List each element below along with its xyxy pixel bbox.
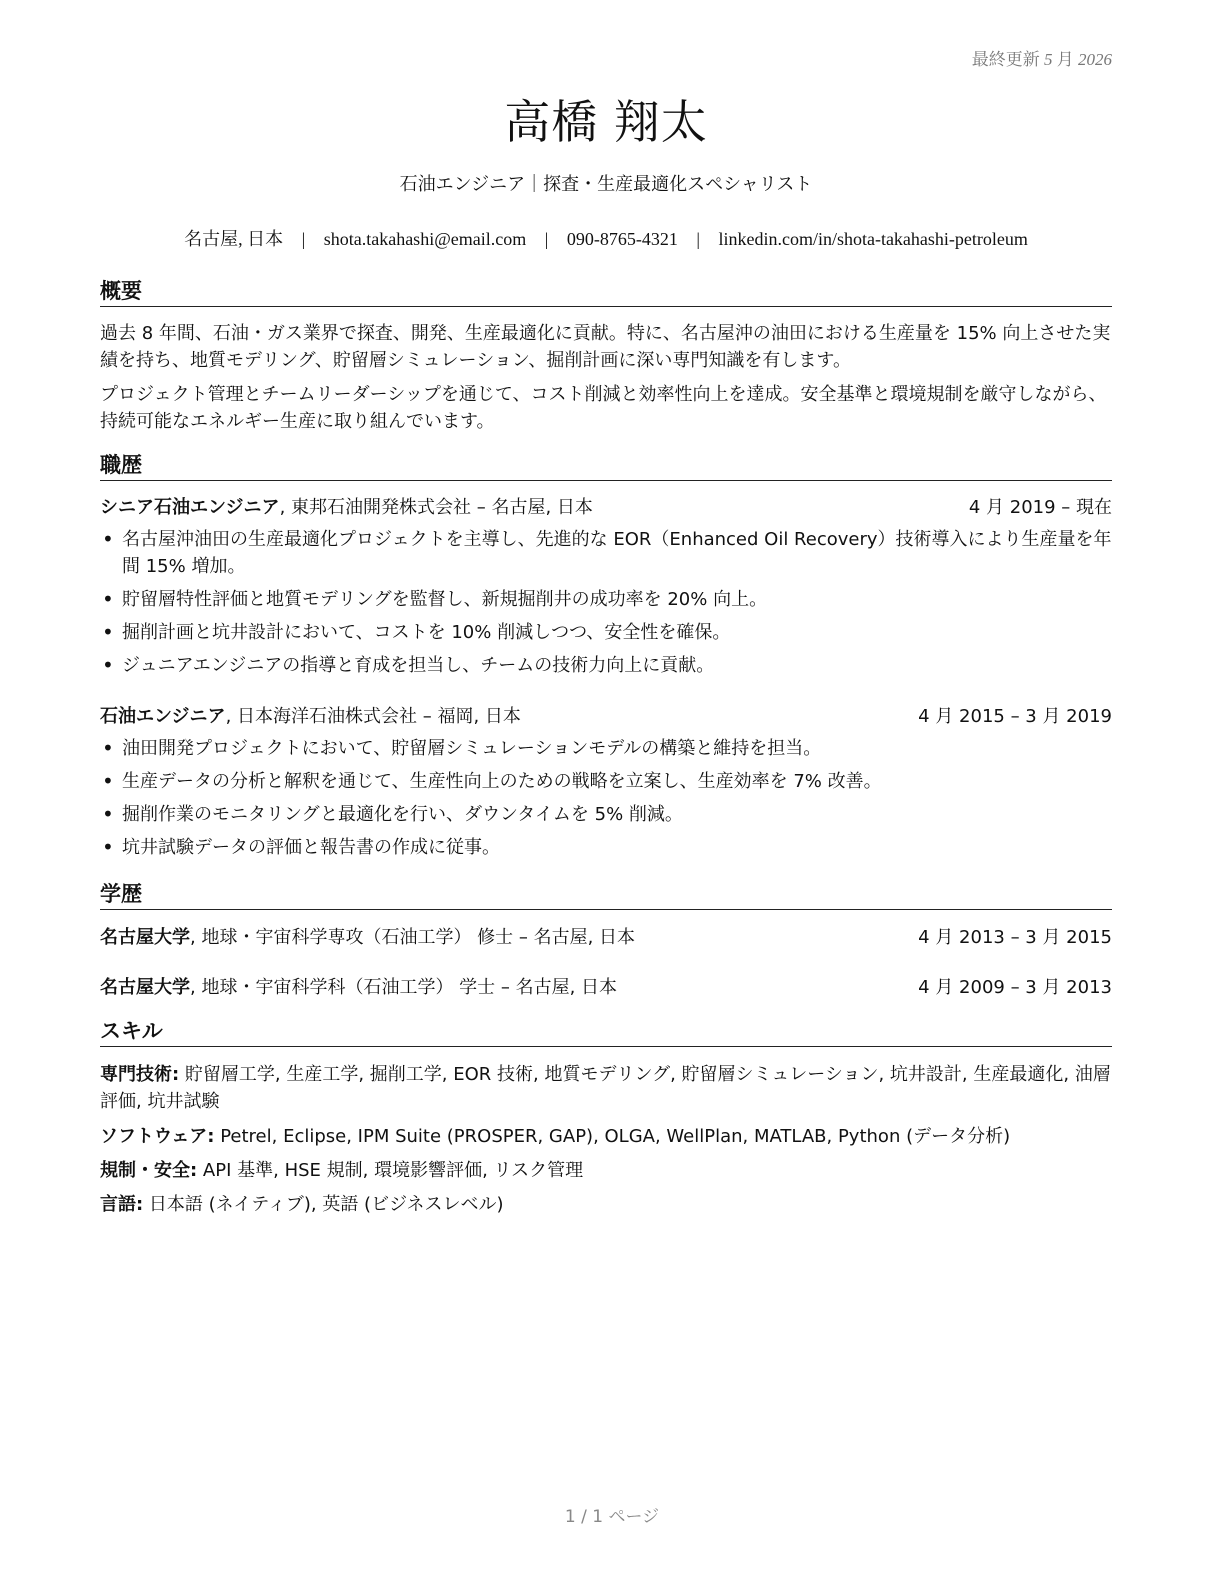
job-role: 石油エンジニア bbox=[100, 706, 226, 727]
job-bullet-list bbox=[100, 735, 1112, 861]
skill-line-languages bbox=[100, 1191, 1112, 1218]
job-bullet: • 掘削計画と坑井設計において、コストを 10% 削減しつつ、安全性を確保。 bbox=[100, 619, 1112, 646]
page-number-footer: 1 / 1 ページ bbox=[564, 1507, 660, 1527]
education-dates: 4 月 2009 – 3 月 2013 bbox=[918, 977, 1112, 998]
job-bullet: • 名古屋沖油田の生産最適化プロジェクトを主導し、先進的な EOR（Enhanced Oil Recovery）技術導入により生産量を年間 15% 増加。 bbox=[100, 526, 1112, 580]
skill-label: 規制・安全: bbox=[100, 1160, 198, 1181]
job-dates: 4 月 2019 – 現在 bbox=[968, 497, 1112, 518]
job-bullet: • 生産データの分析と解釈を通じて、生産性向上のための戦略を立案し、生産効率を 7% 改善。 bbox=[100, 768, 1112, 795]
last-updated bbox=[972, 45, 1112, 70]
job-bullet: • 坑井試験データの評価と報告書の作成に従事。 bbox=[100, 834, 1112, 861]
contact-separator: | bbox=[544, 229, 549, 249]
contact-linkedin[interactable]: linkedin.com/in/shota-takahashi-petroleum bbox=[718, 229, 1028, 249]
candidate-name: 高橋 翔太 bbox=[504, 95, 708, 149]
skill-line-technical bbox=[100, 1061, 1112, 1115]
contact-location: 名古屋, 日本 bbox=[184, 229, 284, 249]
education-detail: , 地球・宇宙科学専攻（石油工学） 修士 – 名古屋, 日本 bbox=[190, 927, 636, 948]
education-school: 名古屋大学 bbox=[100, 927, 190, 948]
skill-text: Petrel, Eclipse, IPM Suite (PROSPER, GAP), OLGA, WellPlan, MATLAB, Python (データ分析) bbox=[214, 1126, 1011, 1147]
job-bullet: • 貯留層特性評価と地質モデリングを監督し、新規掘削井の成功率を 20% 向上。 bbox=[100, 586, 1112, 613]
contact-line bbox=[100, 225, 1112, 251]
skill-text: 日本語 (ネイティブ), 英語 (ビジネスレベル) bbox=[143, 1194, 504, 1215]
candidate-subtitle: 石油エンジニア｜探査・生産最適化スペシャリスト bbox=[399, 174, 813, 195]
skill-label: 専門技術: bbox=[100, 1064, 180, 1085]
education-school: 名古屋大学 bbox=[100, 977, 190, 998]
section-title-summary: 概要 bbox=[100, 278, 1112, 307]
skill-line-safety bbox=[100, 1157, 1112, 1184]
section-title-experience: 職歴 bbox=[100, 452, 1112, 481]
summary-paragraph-2: プロジェクト管理とチームリーダーシップを通じて、コスト削減と効率性向上を達成。安全基準と環境規制を厳守しながら、持続可能なエネルギー生産に取り組んでいます。 bbox=[100, 384, 1107, 432]
last-updated-label: 最終更新 bbox=[971, 50, 1040, 70]
education-dates: 4 月 2013 – 3 月 2015 bbox=[918, 927, 1112, 948]
skill-label: 言語: bbox=[100, 1194, 144, 1215]
job-bullet-list bbox=[100, 526, 1112, 679]
contact-separator: | bbox=[696, 229, 700, 249]
contact-phone[interactable]: 090-8765-4321 bbox=[566, 229, 678, 249]
skill-line-software bbox=[100, 1123, 1112, 1150]
job-company: , 日本海洋石油株式会社 – 福岡, 日本 bbox=[225, 706, 521, 727]
job-bullet: • 油田開発プロジェクトにおいて、貯留層シミュレーションモデルの構築と維持を担当。 bbox=[100, 735, 1112, 762]
skill-label: ソフトウェア: bbox=[100, 1126, 215, 1147]
summary-paragraph-1: 過去 8 年間、石油・ガス業界で探査、開発、生産最適化に貢献。特に、名古屋沖の油田における生産量を 15% 向上させた実績を持ち、地質モデリング、貯留層シミュレーション、掘削計画に深い専門知識を有します。 bbox=[100, 323, 1111, 371]
last-updated-month-unit: 月 bbox=[1056, 50, 1074, 70]
job-heading bbox=[100, 705, 1112, 729]
job-dates: 4 月 2015 – 3 月 2019 bbox=[918, 706, 1112, 727]
contact-separator: | bbox=[301, 229, 306, 249]
job-company: , 東邦石油開発株式会社 – 名古屋, 日本 bbox=[279, 497, 593, 518]
skill-text: API 基準, HSE 規制, 環境影響評価, リスク管理 bbox=[197, 1160, 584, 1181]
education-item bbox=[100, 926, 1112, 950]
section-title-skills: スキル bbox=[100, 1018, 1112, 1047]
last-updated-month: 5 bbox=[1044, 50, 1053, 69]
section-title-education: 学歴 bbox=[100, 881, 1112, 910]
education-detail: , 地球・宇宙科学科（石油工学） 学士 – 名古屋, 日本 bbox=[190, 977, 618, 998]
job-heading bbox=[100, 496, 1112, 520]
job-bullet: • ジュニアエンジニアの指導と育成を担当し、チームの技術力向上に貢献。 bbox=[100, 652, 1112, 679]
job-bullet: • 掘削作業のモニタリングと最適化を行い、ダウンタイムを 5% 削減。 bbox=[100, 801, 1112, 828]
contact-email[interactable]: shota.takahashi@email.com bbox=[323, 229, 527, 249]
skill-text: 貯留層工学, 生産工学, 掘削工学, EOR 技術, 地質モデリング, 貯留層シミュレーション, 坑井設計, 生産最適化, 油層評価, 坑井試験 bbox=[100, 1064, 1111, 1112]
education-item bbox=[100, 976, 1112, 1000]
job-role: シニア石油エンジニア bbox=[100, 497, 280, 518]
last-updated-year: 2026 bbox=[1078, 50, 1112, 69]
